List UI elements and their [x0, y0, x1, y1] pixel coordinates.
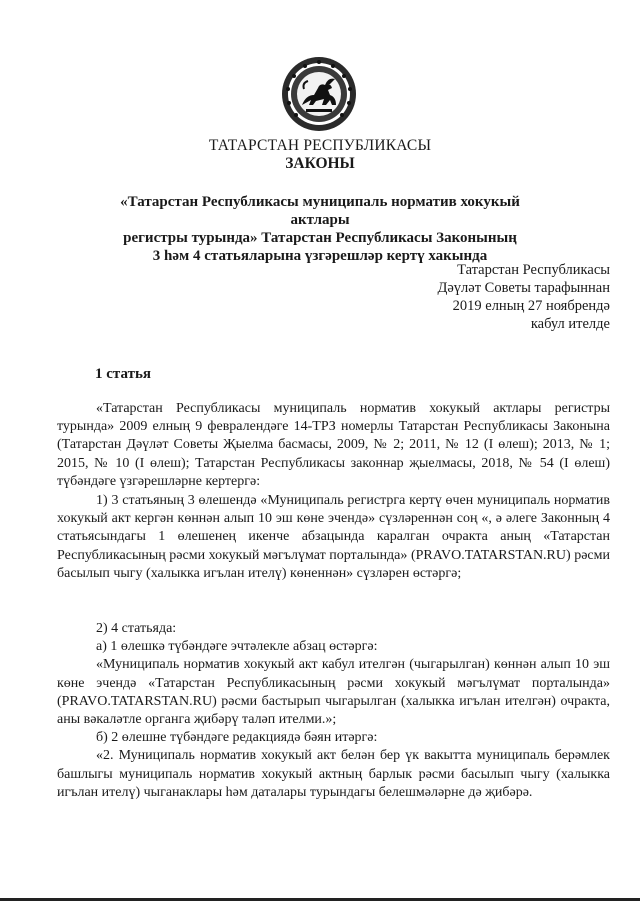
adoption-line-2: Дәүләт Советы тарафыннан	[437, 280, 610, 296]
item-2a: а) 1 өлешкә түбәндәге эчтәлекле абзац өстәргә:	[96, 639, 378, 655]
page-bottom-border	[0, 898, 640, 901]
paragraph-item-1-text: 1) 3 статьяның 3 өлешендә «Муниципаль регистрга кертү өчен муниципаль норматив хокукый акт кергән көннән алып 10 эш көне эчендә» сүзләреннән соң «, ә әлеге Законның 4 статьясындагы 1 өлешенең икенче абзацында каралган очракта аның «Татарстан Республикасының рәсми хокукый мәгълүмат порталында» (PRAVO.TATARSTAN.RU) рәсми басылып чыгу (халыкка игълан ителү) көненнән» сүзләрен өстәргә;	[57, 493, 610, 581]
paragraph-item-1	[57, 492, 610, 583]
law-title-line-2: регистры турында» Татарстан Республикасы Законының	[123, 230, 517, 246]
law-title-line-3: 3 һәм 4 статьяларына үзгәрешләр кертү хакында	[152, 248, 488, 264]
article-heading: 1 статья	[95, 366, 151, 382]
adoption-line-3: 2019 елның 27 ноябрендә	[452, 298, 610, 314]
paragraph-intro-text: «Татарстан Республикасы муниципаль норматив хокукый актлары регистры турында» 2009 елның 9 февралендәге 14-ТРЗ номерлы Татарстан Республикасы Законына (Татарстан Дәүләт Советы Җыелма басмасы, 2009, № 2; 2011, № 12 (I өлеш); 2013, № 1; 2015, № 10 (I өлеш); Татарстан Республикасы законнар җыелмасы, 2018, № 54 (I өлеш) түбәндәге үзгәрешләрне кертергә:	[57, 401, 610, 489]
law-heading: ЗАКОНЫ	[285, 155, 355, 172]
law-title-line-1: «Татарстан Республикасы муниципаль норматив хокукый актлары	[120, 194, 520, 228]
law-title	[90, 193, 550, 265]
item-2b: б) 2 өлешне түбәндәге редакциядә бәян итәргә:	[96, 730, 378, 746]
paragraph-intro	[57, 400, 610, 491]
republic-heading: ТАТАРСТАН РЕСПУБЛИКАСЫ	[208, 137, 432, 154]
adoption-note	[437, 261, 610, 333]
adoption-line-4: кабул ителде	[530, 316, 610, 332]
item-2a-quote: «Муниципаль норматив хокукый акт кабул ителгән (чыгарылган) көннән алып 10 эш көне эчендә «Татарстан Республикасының рәсми хокукый мәгълүмат порталында» (PRAVO.TATARSTAN.RU) рәсми бастырып чыгарылган (халыкка игълан ителгән) очракта, аны вәкаләтле органга җибәрү таләп ителми.»;	[57, 657, 610, 728]
paragraph-item-2	[57, 620, 610, 802]
adoption-line-1: Татарстан Республикасы	[457, 262, 610, 278]
coat-of-arms-emblem	[280, 55, 358, 133]
item-2b-quote: «2. Муниципаль норматив хокукый акт белән бер үк вакытта муниципаль берәмлек башлыгы муниципаль норматив хокукый актның барлык рәсми басылып чыгу (халыкка игълан ителү) чыганаклары һәм даталары турындагы белешмәләрне дә җибәрә.	[57, 748, 610, 800]
item-2-heading: 2) 4 статьяда:	[96, 621, 177, 636]
